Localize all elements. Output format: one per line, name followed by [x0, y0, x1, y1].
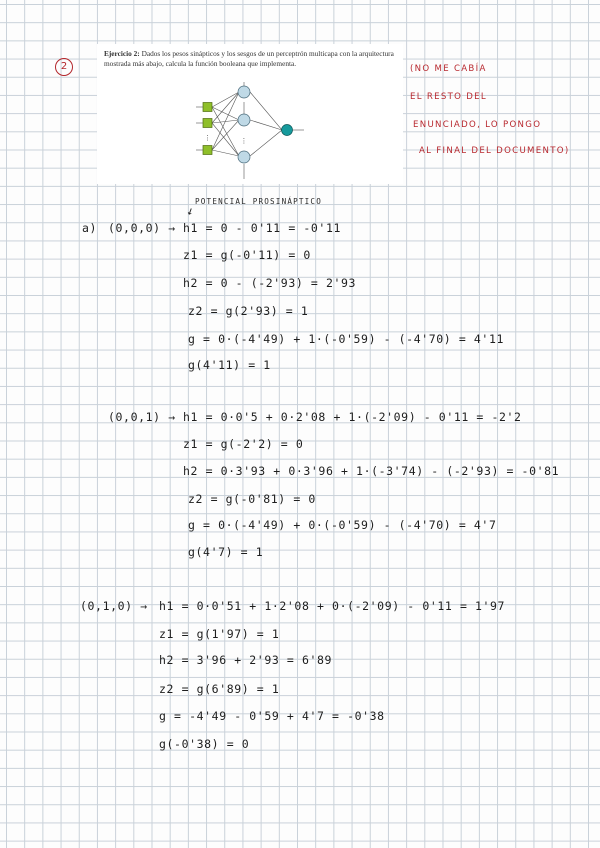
annotation-arrow: ↙	[183, 202, 197, 218]
calc-line: z2 = g(-0'81) = 0	[188, 492, 316, 506]
calc-line: g(4'11) = 1	[188, 358, 271, 372]
input-neuron	[203, 119, 212, 128]
exercise-text: Dados los pesos sinápticos y los sesgos de un perceptrón multicapa con la arquitectura mostrada más abajo, calcula la función booleana que implementa.	[104, 49, 394, 68]
calc-line: z1 = g(-0'11) = 0	[183, 248, 311, 262]
side-note-line: ENUNCIADO, LO PONGO	[413, 120, 542, 130]
part-label: a)	[82, 221, 98, 235]
exercise-statement	[104, 49, 399, 68]
side-note-line: (NO ME CABÍA	[410, 64, 487, 74]
calc-line: h1 = 0·0'51 + 1·2'08 + 0·(-2'09) - 0'11 = 1'97	[159, 599, 506, 613]
hidden-neuron	[238, 86, 250, 98]
calc-line: g(-0'38) = 0	[159, 737, 250, 751]
hidden-ellipsis: ⋮	[240, 137, 248, 145]
annotation: POTENCIAL PROSINÁPTICO	[195, 197, 322, 206]
side-note-line: EL RESTO DEL	[410, 92, 487, 102]
exercise-number: 2	[55, 58, 73, 76]
input-neurons	[203, 103, 212, 155]
calc-line: h1 = 0·0'5 + 0·2'08 + 1·(-2'09) - 0'11 = -2'2	[183, 410, 522, 424]
hidden-neurons	[238, 86, 250, 163]
block-input: (0,0,1) →	[108, 410, 176, 424]
calc-line: g(4'7) = 1	[188, 545, 264, 559]
calc-line: h1 = 0 - 0'11 = -0'11	[183, 221, 341, 235]
calc-line: g = 0·(-4'49) + 1·(-0'59) - (-4'70) = 4'11	[188, 332, 504, 346]
block-input: (0,0,0) →	[108, 221, 176, 235]
calc-line: z2 = g(6'89) = 1	[159, 682, 280, 696]
calc-line: g = 0·(-4'49) + 0·(-0'59) - (-4'70) = 4'7	[188, 518, 497, 532]
calc-line: h2 = 0·3'93 + 0·3'96 + 1·(-3'74) - (-2'93) = -0'81	[183, 464, 560, 478]
hidden-neuron	[238, 114, 250, 126]
calc-line: z1 = g(-2'2) = 0	[183, 437, 304, 451]
block-input: (0,1,0) →	[80, 599, 148, 613]
input-neuron	[203, 146, 212, 155]
calc-line: g = -4'49 - 0'59 + 4'7 = -0'38	[159, 709, 385, 723]
calc-line: z2 = g(2'93) = 1	[188, 304, 309, 318]
hidden-neuron	[238, 151, 250, 163]
network-diagram	[196, 82, 308, 182]
calc-line: h2 = 0 - (-2'93) = 2'93	[183, 276, 357, 290]
calc-line: z1 = g(1'97) = 1	[159, 627, 280, 641]
calc-line: h2 = 3'96 + 2'93 = 6'89	[159, 653, 333, 667]
output-neuron	[282, 125, 293, 136]
side-note-line: AL FINAL DEL DOCUMENTO)	[419, 146, 570, 156]
input-neuron	[203, 103, 212, 112]
exercise-title: Ejercicio 2:	[104, 49, 140, 58]
input-ellipsis: ⋮	[204, 134, 211, 142]
